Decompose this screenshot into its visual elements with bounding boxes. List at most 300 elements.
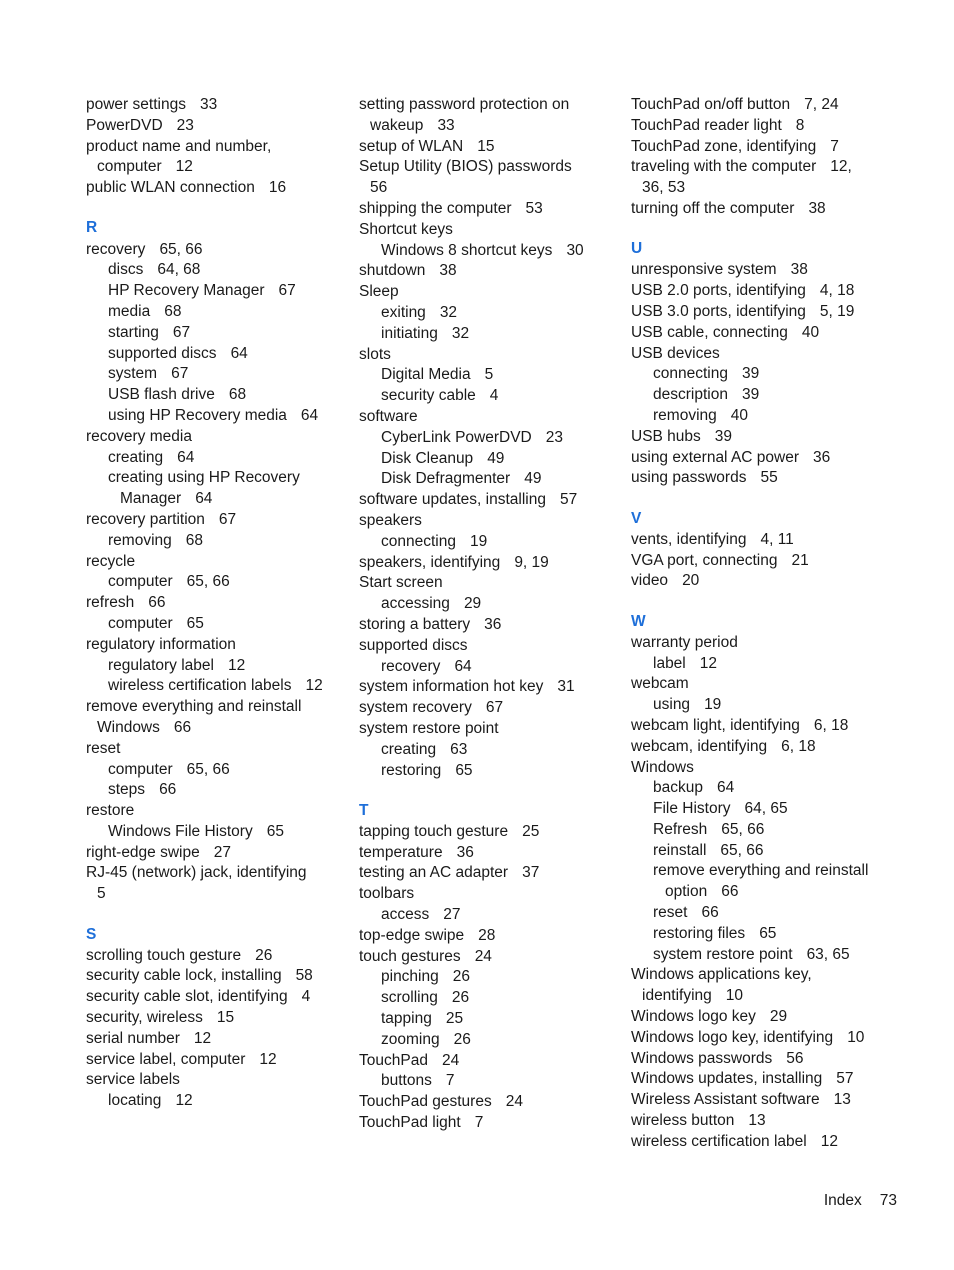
index-page-ref: 64 <box>716 779 735 797</box>
index-term: Windows passwords <box>631 1049 773 1067</box>
index-term: turning off the computer <box>631 199 795 217</box>
index-term: system information hot key <box>359 678 544 696</box>
index-term: shipping the computer <box>359 199 512 217</box>
index-page-ref: 49 <box>487 449 505 467</box>
index-page-ref: 9, 19 <box>514 553 549 571</box>
index-term: wireless certification label <box>631 1132 807 1150</box>
index-page-ref: 32 <box>451 324 470 342</box>
index-term: Windows File History <box>108 822 253 840</box>
index-term: recovery <box>86 240 146 258</box>
index-entry <box>86 240 348 261</box>
index-page-ref: 29 <box>463 595 482 613</box>
index-term: software updates, installing <box>359 491 546 509</box>
index-entry <box>359 926 621 947</box>
index-page-ref: 65, 66 <box>186 760 230 778</box>
index-subentry <box>86 406 348 427</box>
index-entry <box>359 863 621 884</box>
index-term: pinching <box>381 968 439 986</box>
index-page-ref: 10 <box>847 1028 865 1046</box>
index-term: tapping touch gesture <box>359 822 509 840</box>
index-term: webcam light, identifying <box>631 716 800 734</box>
index-entry <box>86 1008 348 1029</box>
index-page-ref: 38 <box>439 262 457 280</box>
index-term: system restore point <box>359 719 499 737</box>
index-subentry <box>359 594 621 615</box>
index-entry <box>359 636 621 657</box>
index-subentry <box>86 385 348 406</box>
index-term: Disk Cleanup <box>381 449 474 467</box>
index-term: recovery <box>381 657 441 675</box>
index-entry <box>86 95 348 116</box>
index-subentry <box>359 324 621 345</box>
index-entry <box>86 697 348 718</box>
index-term: temperature <box>359 843 443 861</box>
index-term: supported discs <box>359 636 468 654</box>
index-entry <box>631 1069 893 1090</box>
index-page-ref: 25 <box>522 822 540 840</box>
index-entry <box>86 843 348 864</box>
index-page-ref: 4 <box>489 387 499 405</box>
index-entry <box>359 490 621 511</box>
index-entry <box>86 427 348 448</box>
index-page-ref: 5 <box>484 366 494 384</box>
index-term: Windows <box>97 718 160 736</box>
index-entry <box>86 863 348 884</box>
index-term: VGA port, connecting <box>631 551 778 569</box>
index-page-ref: 12 <box>305 677 323 695</box>
index-term: Windows applications key, <box>631 966 812 984</box>
index-entry <box>86 966 348 987</box>
index-term: Windows updates, installing <box>631 1070 823 1088</box>
index-page-ref: 66 <box>721 883 739 901</box>
index-entry <box>86 801 348 822</box>
index-subentry <box>86 448 348 469</box>
index-term: removing <box>108 531 172 549</box>
index-page-ref: 4, 18 <box>819 282 855 300</box>
footer-label: Index <box>823 1192 862 1209</box>
index-entry <box>631 571 893 592</box>
index-entry <box>86 884 348 905</box>
index-page-ref: 55 <box>760 469 778 487</box>
index-page-ref: 39 <box>714 427 733 445</box>
index-term: reinstall <box>653 841 707 859</box>
index-subentry <box>86 344 348 365</box>
index-page-ref: 65 <box>455 761 473 779</box>
index-page-ref: 19 <box>469 532 488 550</box>
index-entry <box>359 822 621 843</box>
index-entry <box>86 137 348 158</box>
index-term: starting <box>108 323 159 341</box>
index-term: unresponsive system <box>631 261 777 279</box>
index-term: Digital Media <box>381 366 471 384</box>
index-term: product name and number, <box>86 137 272 155</box>
index-page-ref: 12, <box>830 158 852 176</box>
index-term: service label, computer <box>86 1050 246 1068</box>
index-term: Manager <box>120 490 182 508</box>
index-entry <box>86 635 348 656</box>
index-page-ref: 65, 66 <box>186 573 230 591</box>
index-term: HP Recovery Manager <box>108 282 265 300</box>
index-page-ref: 64 <box>230 344 248 362</box>
index-entry <box>359 884 621 905</box>
index-entry <box>631 633 893 654</box>
index-page-ref: 25 <box>445 1010 464 1028</box>
index-entry <box>631 178 893 199</box>
index-page-ref: 8 <box>795 116 805 134</box>
index-subentry <box>631 820 893 841</box>
index-term: reset <box>86 739 121 757</box>
index-entry <box>631 1049 893 1070</box>
index-page-ref: 67 <box>278 282 296 300</box>
index-subentry <box>359 303 621 324</box>
index-subentry <box>359 365 621 386</box>
index-entry <box>359 1051 621 1072</box>
index-page-ref: 66 <box>701 904 719 922</box>
page-footer <box>824 1191 897 1211</box>
index-entry <box>86 1070 348 1091</box>
index-term: power settings <box>86 96 186 113</box>
index-page-ref: 12 <box>259 1050 277 1068</box>
index-page-ref: 30 <box>566 241 584 259</box>
index-entry <box>631 260 893 281</box>
index-term: reset <box>653 904 688 922</box>
index-entry <box>359 553 621 574</box>
index-term: restore <box>86 802 135 820</box>
index-entry <box>631 551 893 572</box>
index-page-ref: 24 <box>441 1051 460 1069</box>
index-term: USB flash drive <box>108 386 215 404</box>
index-page-ref: 65 <box>186 614 204 632</box>
index-page-ref: 64 <box>300 406 319 424</box>
index-entry <box>631 468 893 489</box>
index-term: wireless certification labels <box>108 677 292 695</box>
index-entry <box>631 344 893 365</box>
index-subentry <box>86 656 348 677</box>
index-page-ref: 12 <box>193 1029 212 1047</box>
section-letter: S <box>86 925 97 943</box>
index-term: accessing <box>381 595 450 613</box>
index-subentry <box>86 614 348 635</box>
index-page-ref: 15 <box>477 137 495 155</box>
index-term: webcam <box>631 675 689 693</box>
index-term: testing an AC adapter <box>359 864 509 882</box>
index-subentry <box>86 468 348 489</box>
index-term: description <box>653 386 728 404</box>
index-term: Wireless Assistant software <box>631 1091 820 1109</box>
section-letter: U <box>631 240 643 258</box>
index-page-ref: 64, 68 <box>157 261 201 279</box>
index-entry <box>631 302 893 323</box>
index-term: security cable slot, identifying <box>86 988 288 1006</box>
index-entry <box>359 282 621 303</box>
index-subentry <box>631 924 893 945</box>
index-term: discs <box>108 261 144 279</box>
index-subentry <box>86 323 348 344</box>
index-page-ref: 26 <box>452 968 470 986</box>
section-letter: W <box>631 612 646 630</box>
index-term: security cable <box>381 387 476 405</box>
index-subentry <box>631 778 893 799</box>
index-subentry <box>359 428 621 449</box>
index-subentry <box>86 489 348 510</box>
index-page-ref: 40 <box>801 323 820 341</box>
index-term: wakeup <box>370 116 424 134</box>
index-page-ref: 12 <box>175 1092 193 1110</box>
index-term: vents, identifying <box>631 530 747 548</box>
index-term: TouchPad light <box>359 1114 461 1132</box>
index-subentry <box>359 657 621 678</box>
index-term: recycle <box>86 552 136 570</box>
index-page-ref: 68 <box>228 386 247 404</box>
index-term: speakers, identifying <box>359 553 501 571</box>
index-page-ref: 20 <box>682 572 700 590</box>
index-entry <box>86 116 348 137</box>
index-entry <box>86 1029 348 1050</box>
index-subentry <box>86 364 348 385</box>
index-page-ref: 4 <box>301 988 311 1006</box>
index-subentry <box>359 241 621 262</box>
index-page-ref: 6, 18 <box>781 737 816 755</box>
section-letter: R <box>86 219 98 237</box>
index-entry <box>359 573 621 594</box>
index-term: USB devices <box>631 344 720 362</box>
index-entry <box>631 1028 893 1049</box>
index-page-ref: 64 <box>454 657 472 675</box>
index-page-ref: 32 <box>439 303 458 321</box>
index-page-ref: 10 <box>725 987 744 1005</box>
index-page-ref: 68 <box>164 302 182 320</box>
index-page-ref: 24 <box>505 1093 523 1111</box>
index-term: using external AC power <box>631 448 800 466</box>
index-page-ref: 65 <box>266 822 284 840</box>
index-entry <box>359 178 621 199</box>
index-entry <box>86 718 348 739</box>
index-entry <box>359 677 621 698</box>
index-entry <box>359 1092 621 1113</box>
index-term: Windows <box>631 758 694 776</box>
index-term: supported discs <box>108 344 217 362</box>
index-term: Disk Defragmenter <box>381 470 511 488</box>
index-term: right-edge swipe <box>86 843 200 861</box>
index-page-ref: 26 <box>255 946 273 964</box>
index-term: Start screen <box>359 574 443 592</box>
index-subentry <box>359 988 621 1009</box>
index-page-ref: 67 <box>172 323 191 341</box>
index-term: toolbars <box>359 885 415 903</box>
page-number: 73 <box>879 1192 897 1209</box>
index-term: wireless button <box>631 1112 735 1130</box>
index-term: 36, 53 <box>642 179 686 197</box>
index-entry <box>86 510 348 531</box>
index-subentry <box>86 676 348 697</box>
index-page-ref: 40 <box>730 406 748 424</box>
index-subentry <box>359 386 621 407</box>
index-subentry <box>86 572 348 593</box>
index-term: remove everything and reinstall <box>86 698 302 716</box>
index-term: restoring files <box>653 924 746 942</box>
index-subentry <box>631 841 893 862</box>
index-subentry <box>631 695 893 716</box>
index-entry <box>631 1090 893 1111</box>
index-page-ref: 49 <box>524 470 542 488</box>
index-subentry <box>359 740 621 761</box>
index-page-ref: 4, 11 <box>760 530 794 548</box>
index-page-ref: 64 <box>177 448 195 466</box>
index-page-ref: 38 <box>790 261 808 279</box>
index-entry <box>631 1111 893 1132</box>
index-term: creating <box>108 448 164 466</box>
index-subentry <box>631 799 893 820</box>
index-page-ref: 7 <box>445 1072 455 1090</box>
index-term: creating using HP Recovery <box>108 469 300 487</box>
index-term: TouchPad reader light <box>631 116 782 134</box>
index-entry <box>359 407 621 428</box>
index-term: media <box>108 302 151 320</box>
index-subentry <box>86 260 348 281</box>
index-entry <box>631 199 893 220</box>
index-term: storing a battery <box>359 615 471 633</box>
index-subentry <box>631 882 893 903</box>
index-entry <box>631 1132 893 1153</box>
index-term: TouchPad gestures <box>359 1093 492 1111</box>
index-term: regulatory label <box>108 656 214 674</box>
index-term: buttons <box>381 1072 432 1090</box>
index-term: RJ-45 (network) jack, identifying <box>86 864 307 882</box>
index-column-middle <box>359 95 621 1134</box>
index-term: connecting <box>653 365 728 383</box>
index-term: backup <box>653 779 703 797</box>
index-term: USB cable, connecting <box>631 323 788 341</box>
index-page-ref: 27 <box>443 906 461 924</box>
index-term: exiting <box>381 303 426 321</box>
index-entry <box>631 323 893 344</box>
index-entry <box>359 199 621 220</box>
index-entry <box>631 965 893 986</box>
index-term: recovery media <box>86 427 192 445</box>
index-entry <box>359 157 621 178</box>
section-letter: T <box>359 801 369 819</box>
index-term: remove everything and reinstall <box>653 862 869 880</box>
index-term: tapping <box>381 1010 432 1028</box>
index-page-ref: 7 <box>474 1114 484 1132</box>
index-entry <box>359 615 621 636</box>
index-term: software <box>359 407 418 425</box>
index-column-left <box>86 95 348 1112</box>
index-entry <box>631 758 893 779</box>
index-term: label <box>653 654 686 672</box>
index-term: computer <box>108 760 173 778</box>
index-subentry <box>631 364 893 385</box>
index-entry <box>631 737 893 758</box>
index-term: zooming <box>381 1030 440 1048</box>
index-subentry <box>359 1030 621 1051</box>
index-page-ref: 23 <box>176 116 194 134</box>
index-subentry <box>86 281 348 302</box>
index-entry <box>359 698 621 719</box>
index-page-ref: 12 <box>227 656 246 674</box>
index-term: Windows logo key <box>631 1008 756 1026</box>
index-subentry <box>86 822 348 843</box>
index-term: computer <box>108 573 173 591</box>
index-page-ref: 67 <box>485 699 504 717</box>
index-term: TouchPad <box>359 1051 428 1069</box>
index-entry <box>86 178 348 199</box>
index-entry <box>359 220 621 241</box>
index-subentry <box>359 532 621 553</box>
index-entry <box>359 261 621 282</box>
index-term: warranty period <box>631 633 738 651</box>
index-subentry <box>86 302 348 323</box>
index-entry <box>631 281 893 302</box>
index-entry <box>359 116 621 137</box>
index-term: public WLAN connection <box>86 179 255 197</box>
index-page-ref: 12 <box>820 1132 838 1150</box>
index-page-ref: 6, 18 <box>813 716 849 734</box>
index-term: locating <box>108 1092 162 1110</box>
index-term: TouchPad zone, identifying <box>631 137 817 155</box>
index-term: initiating <box>381 324 438 342</box>
index-subentry <box>359 761 621 782</box>
index-subentry <box>359 905 621 926</box>
index-term: top-edge swipe <box>359 926 465 944</box>
index-entry <box>631 427 893 448</box>
index-term: setup of WLAN <box>359 137 464 155</box>
index-entry <box>359 511 621 532</box>
index-page-ref: 57 <box>836 1070 854 1088</box>
index-page-ref: 33 <box>199 96 218 113</box>
index-page-ref: 29 <box>769 1008 788 1026</box>
index-page-ref: 38 <box>808 199 826 217</box>
index-term: computer <box>97 158 162 176</box>
index-page-ref: 5, 19 <box>819 302 855 320</box>
index-entry <box>359 1113 621 1134</box>
index-term: traveling with the computer <box>631 158 817 176</box>
index-term: restoring <box>381 761 442 779</box>
index-subentry <box>631 861 893 882</box>
index-page-ref: 27 <box>213 843 231 861</box>
index-term: Refresh <box>653 820 708 838</box>
index-entry <box>631 1007 893 1028</box>
index-subentry <box>86 780 348 801</box>
index-entry <box>86 739 348 760</box>
index-term: 5 <box>97 885 106 903</box>
index-term: using passwords <box>631 469 747 487</box>
index-page-ref: 33 <box>437 116 455 134</box>
index-subentry <box>86 531 348 552</box>
index-subentry <box>631 406 893 427</box>
index-term: shutdown <box>359 262 426 280</box>
index-entry <box>631 986 893 1007</box>
index-entry <box>631 116 893 137</box>
index-subentry <box>359 1009 621 1030</box>
index-term: USB 3.0 ports, identifying <box>631 302 806 320</box>
index-entry <box>86 552 348 573</box>
index-page-ref: 28 <box>478 926 496 944</box>
index-entry <box>631 674 893 695</box>
index-term: scrolling touch gesture <box>86 946 242 964</box>
index-subentry <box>359 1071 621 1092</box>
index-page-ref: 21 <box>791 551 809 569</box>
index-term: Windows logo key, identifying <box>631 1028 834 1046</box>
index-entry <box>86 593 348 614</box>
index-term: system restore point <box>653 945 793 963</box>
index-term: serial number <box>86 1029 180 1047</box>
index-subentry <box>631 903 893 924</box>
index-entry <box>86 157 348 178</box>
index-term: system recovery <box>359 699 472 717</box>
index-term: security, wireless <box>86 1009 203 1027</box>
index-term: option <box>665 883 708 901</box>
